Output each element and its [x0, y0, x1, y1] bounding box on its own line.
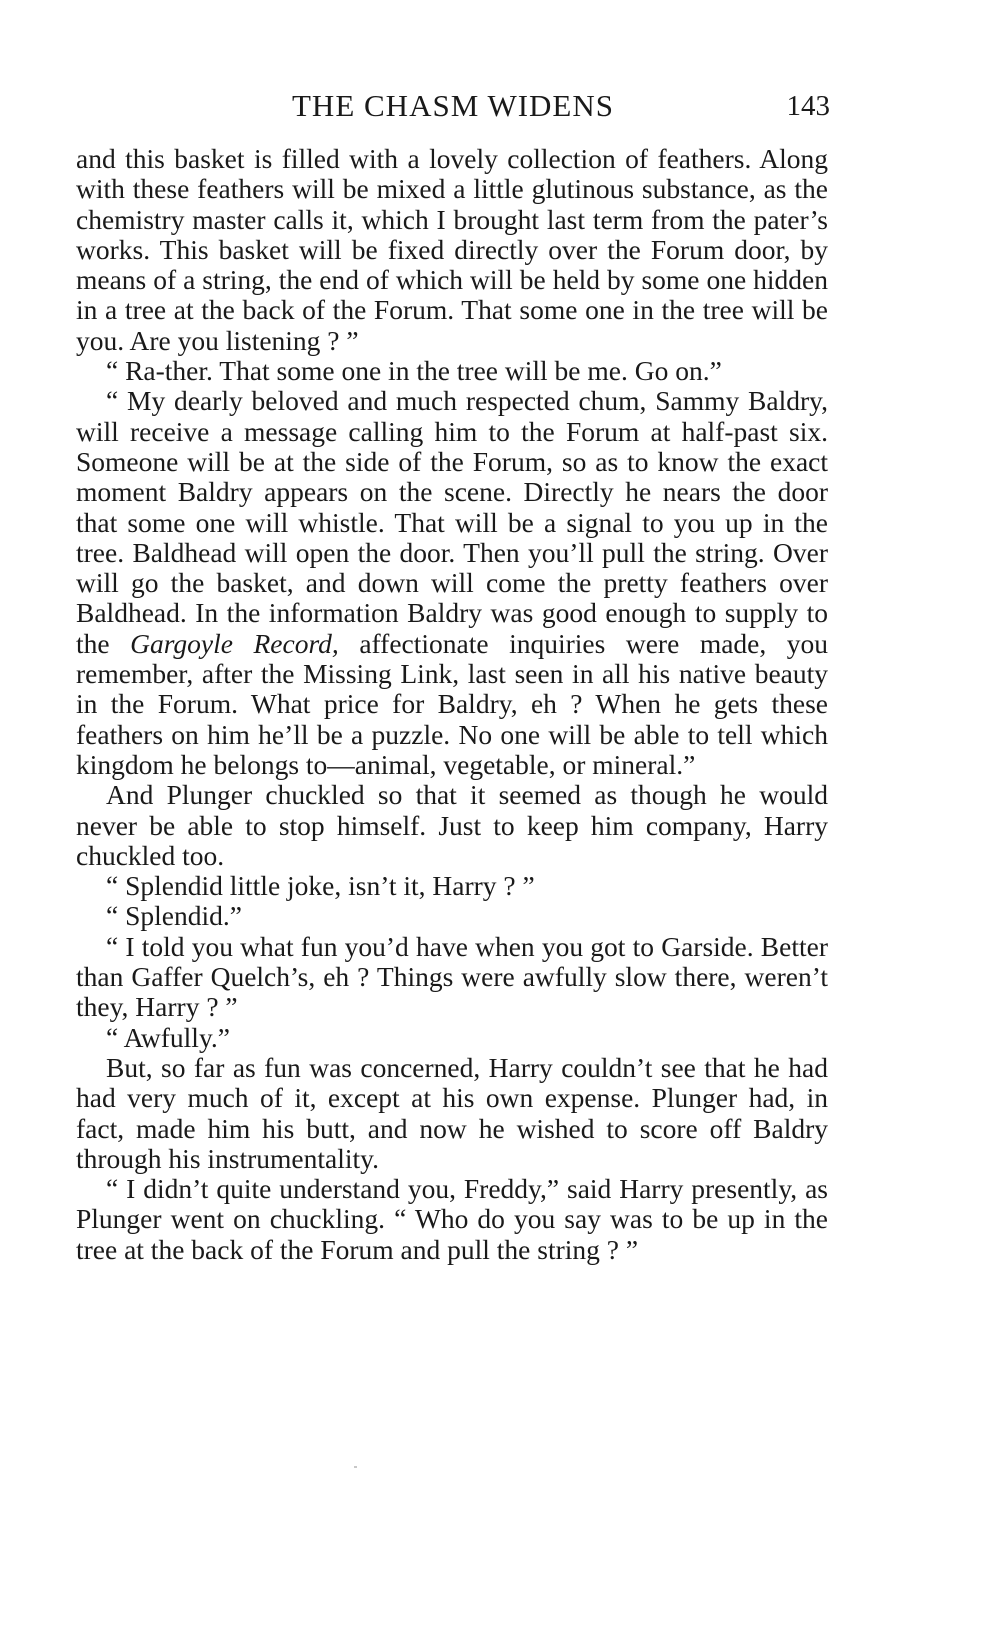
paragraph-text: “ My dearly beloved and much respected chum, Sammy Baldry, will receive a message calling him to the Forum at half-past six. Someone will be at the side of the Forum, so as to know the exact moment Baldry appears on the scene. Directly he nears the door that some one will whistle. That will be a signal to you up in the tree. Baldhead will open the door. Then you’ll pull the string. Over will go the basket, and down will come the pretty feathers over Baldhead. In the information Baldry was good enough to supply to the: [76, 385, 828, 659]
chapter-title: THE CHASM WIDENS: [292, 88, 614, 123]
page-number: 143: [786, 90, 830, 122]
paragraph: and this basket is filled with a lovely collection of feathers. Along with these feathers will be mixed a little glutinous substance, as the chemistry master calls it, which I brought last term from the pater’s works. This basket will be fixed directly over the Forum door, by means of a string, the end of which will be held by some one hidden in a tree at the back of the Forum. That some one in the tree will be you. Are you listening ? ”: [76, 143, 828, 356]
paragraph: But, so far as fun was concerned, Harry couldn’t see that he had had very much of it, except at his own expense. Plunger had, in fact, made him his butt, and now he wished to score off Baldry through his instrumentality.: [76, 1051, 828, 1174]
paragraph: And Plunger chuckled so that it seemed as though he would never be able to stop himself. Just to keep him company, Harry chuckled too.: [76, 779, 828, 871]
paragraph: [76, 386, 828, 780]
paragraph: “ I didn’t quite understand you, Freddy,” said Harry presently, as Plunger went on chuckling. “ Who do you say was to be up in the tree at the back of the Forum and pull the string ? ”: [76, 1173, 828, 1265]
running-head: [76, 86, 830, 126]
print-speck: [354, 1466, 357, 1468]
paragraph-text: affectionate inquiries were made, you remember, after the Missing Link, last seen in all his native beauty in the Forum. What price for Baldry, eh ? When he gets these feathers on him he’ll be a puzzle. No one will be able to tell which kingdom he belongs to—animal, vegetable, or mineral.”: [76, 627, 829, 780]
paragraph: “ Splendid little joke, isn’t it, Harry ? ”: [106, 870, 535, 902]
paragraph: “ Ra-ther. That some one in the tree will be me. Go on.”: [106, 355, 722, 387]
paragraph: “ Splendid.”: [106, 900, 242, 932]
paragraph: “ Awfully.”: [106, 1021, 230, 1053]
body-text: [76, 144, 828, 1265]
paragraph: “ I told you what fun you’d have when you got to Garside. Better than Gaffer Quelch’s, eh ? Things were awfully slow there, weren’t they, Harry ? ”: [76, 930, 828, 1023]
italic-title: Gargoyle Record,: [130, 627, 339, 659]
